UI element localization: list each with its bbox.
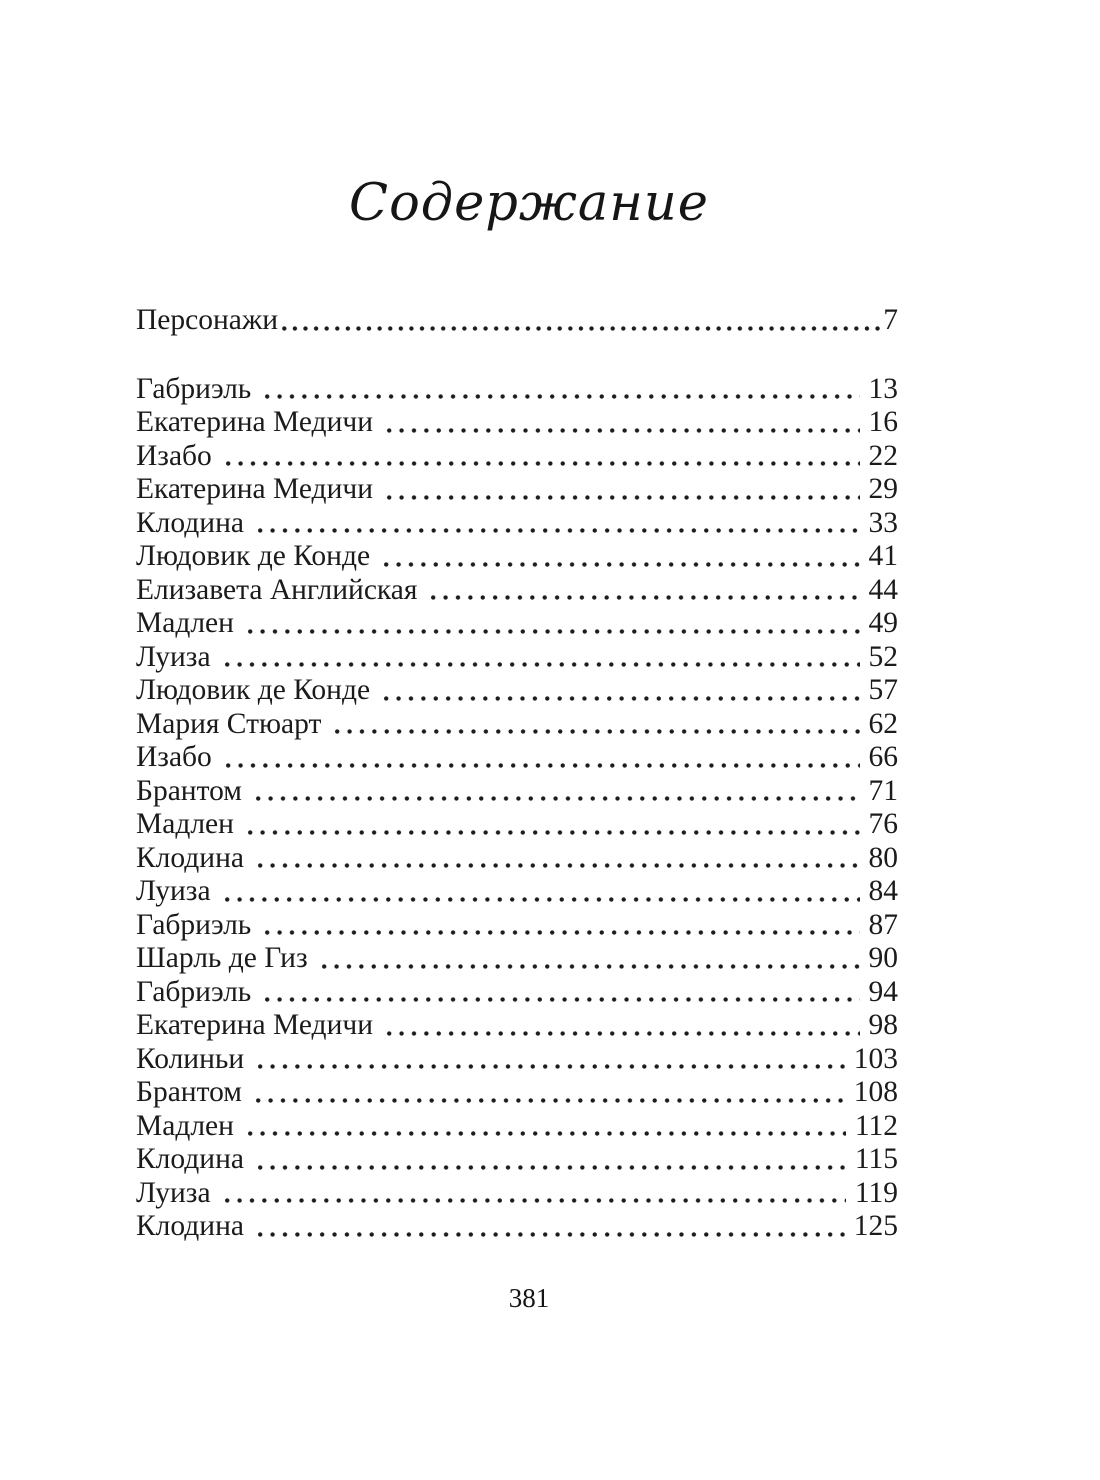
toc-row	[136, 507, 898, 541]
dot-leader	[417, 574, 868, 608]
dot-leader	[373, 473, 869, 507]
toc-entry-page: 84	[868, 875, 898, 907]
toc-entry-label: Габриэль	[136, 975, 252, 1008]
toc-entry-label: Изабо	[136, 439, 212, 472]
folio-page-number: 381	[508, 1282, 550, 1313]
dot-leader	[211, 875, 869, 909]
toc-entry-page: 80	[868, 841, 898, 874]
toc-row	[136, 1076, 898, 1110]
toc-entry-label: Клодина	[136, 1143, 244, 1175]
toc-entry-page: 49	[868, 607, 898, 639]
toc-row	[136, 674, 898, 708]
dot-leader	[308, 942, 869, 976]
toc-entry-label: Елизавета Английская	[136, 573, 418, 606]
dot-leader	[251, 976, 868, 1010]
toc-entry-page: 22	[868, 439, 898, 472]
dot-leader	[244, 1210, 854, 1244]
toc-entry-page: 94	[868, 975, 898, 1008]
toc-entry-label: Луиза	[136, 640, 211, 673]
dot-leader	[321, 708, 868, 742]
dot-leader	[244, 1043, 854, 1077]
toc-entry-page: 71	[868, 774, 898, 807]
dot-leader	[234, 607, 869, 641]
toc-entry-page: 103	[853, 1042, 898, 1075]
dot-leader	[212, 440, 869, 474]
dot-leader	[251, 373, 868, 407]
toc-row	[136, 473, 898, 507]
toc-entry-page: 115	[854, 1143, 898, 1175]
toc-row	[136, 909, 898, 943]
toc-entry-label: Луиза	[136, 875, 211, 907]
toc-row	[136, 775, 898, 809]
dot-leader	[242, 775, 869, 809]
dot-leader	[370, 674, 868, 708]
dot-leader	[211, 1177, 855, 1211]
dot-leader	[234, 808, 869, 842]
toc-entry-label: Луиза	[136, 1176, 211, 1209]
toc-entry-label: Изабо	[136, 741, 212, 773]
toc-entry-page: 119	[854, 1176, 898, 1209]
toc-entry-page: 87	[868, 908, 898, 941]
toc-entry-page: 76	[868, 808, 898, 840]
toc-entry-label: Шарль де Гиз	[136, 942, 308, 974]
toc-entry-label: Екатерина Медичи	[136, 1009, 373, 1041]
dot-leader	[244, 842, 869, 876]
toc-row	[136, 1009, 898, 1043]
toc-entry-label: Людовик де Конде	[136, 674, 371, 706]
dot-leader	[373, 1009, 869, 1043]
toc-row	[136, 942, 898, 976]
toc-entry-label: Мадлен	[136, 607, 234, 639]
toc-entry-page: 90	[868, 942, 898, 974]
toc-entry-label: Брантом	[136, 774, 242, 807]
toc-row	[136, 373, 898, 407]
toc-row-intro	[136, 304, 898, 338]
dot-leader	[242, 1076, 854, 1110]
dot-leader	[244, 507, 869, 541]
toc-entry-page: 52	[868, 640, 898, 673]
toc-entry-page: 16	[868, 406, 898, 438]
toc-row	[136, 1110, 898, 1144]
toc-entry-page: 125	[853, 1210, 898, 1242]
toc-entry-page: 66	[868, 741, 898, 773]
dot-leader	[212, 741, 869, 775]
toc-entry-label: Габриэль	[136, 372, 252, 405]
toc-row	[136, 741, 898, 775]
toc-entry-label: Людовик де Конде	[136, 540, 371, 572]
toc-entry-page: 13	[868, 372, 898, 405]
toc-row	[136, 976, 898, 1010]
toc-entry-page: 33	[868, 506, 898, 539]
toc-list	[136, 373, 898, 1244]
toc-entry-page: 98	[868, 1009, 898, 1041]
toc-entry-page: 112	[854, 1109, 898, 1142]
toc-row	[136, 540, 898, 574]
dot-leader	[244, 1143, 855, 1177]
toc-entry-page: 41	[868, 540, 898, 572]
toc-entry-page: 29	[868, 473, 898, 505]
toc-row	[136, 406, 898, 440]
toc-entry-label: Екатерина Медичи	[136, 473, 373, 505]
toc-entry-label: Мария Стюарт	[136, 707, 322, 740]
toc-entry-label: Мадлен	[136, 808, 234, 840]
toc-entry-label: Брантом	[136, 1076, 242, 1108]
dot-leader	[211, 641, 869, 675]
toc-row	[136, 1143, 898, 1177]
toc-row	[136, 1177, 898, 1211]
toc-row	[136, 1043, 898, 1077]
dot-leader	[278, 304, 883, 338]
toc-row	[136, 641, 898, 675]
toc-row	[136, 440, 898, 474]
toc-row	[136, 842, 898, 876]
toc-entry-label: Клодина	[136, 506, 244, 539]
toc-entry-label: Клодина	[136, 1210, 244, 1242]
toc-entry-label: Колиньи	[136, 1042, 245, 1075]
table-of-contents	[136, 304, 898, 1244]
content-column	[136, 0, 898, 1315]
dot-leader	[370, 540, 868, 574]
toc-entry-page: 7	[883, 304, 898, 336]
toc-row	[136, 708, 898, 742]
toc-row	[136, 1210, 898, 1244]
toc-entry-label: Клодина	[136, 841, 244, 874]
dot-leader	[373, 406, 869, 440]
toc-row	[136, 808, 898, 842]
toc-row	[136, 574, 898, 608]
toc-entry-page: 108	[853, 1076, 898, 1108]
toc-entry-label: Мадлен	[136, 1109, 234, 1142]
page-title: Содержание	[349, 174, 709, 233]
toc-entry-label: Екатерина Медичи	[136, 406, 373, 438]
toc-entry-page: 44	[868, 573, 898, 606]
dot-leader	[234, 1110, 855, 1144]
toc-entry-page: 57	[868, 674, 898, 706]
toc-entry-label: Персонажи	[136, 304, 279, 336]
toc-entry-label: Габриэль	[136, 908, 252, 941]
toc-row	[136, 875, 898, 909]
toc-entry-page: 62	[868, 707, 898, 740]
dot-leader	[251, 909, 868, 943]
toc-row	[136, 607, 898, 641]
